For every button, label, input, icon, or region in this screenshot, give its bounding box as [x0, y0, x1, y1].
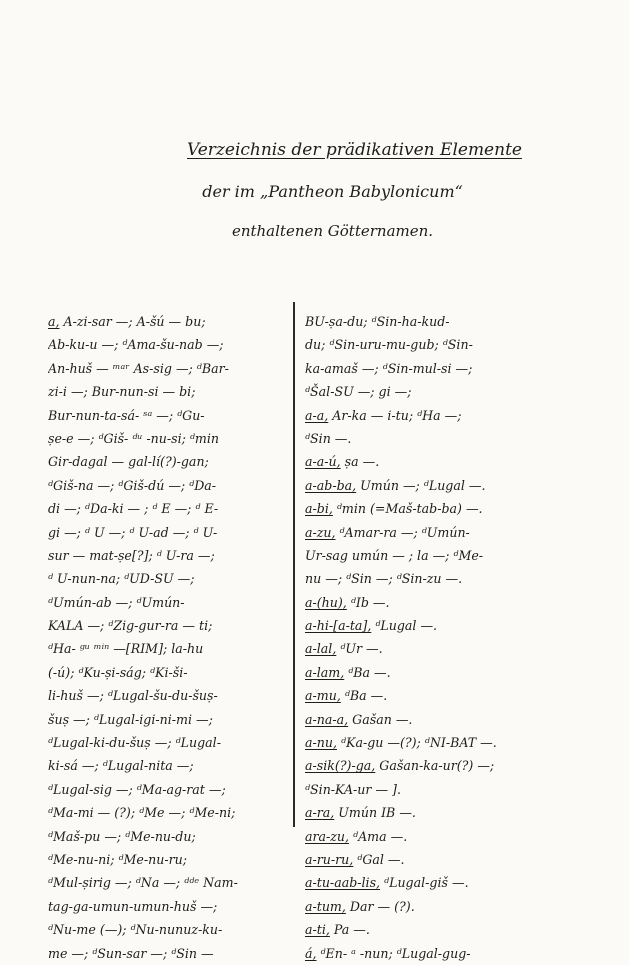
entry-line: [48, 450, 286, 473]
entry-label: a-a-ú,: [305, 454, 341, 470]
entry-text: sur — mat-ṣe[?]; ᵈ U-ra —;: [48, 547, 215, 563]
entry-text: Gir-dagal — gal-lí(?)-gan;: [48, 454, 209, 470]
entry-line: [305, 825, 625, 848]
entry-line: [305, 521, 625, 544]
entry-line: [48, 708, 286, 731]
entry-line: [48, 637, 286, 660]
entry-line: [305, 427, 625, 450]
entry-line: [48, 591, 286, 614]
entry-text: tag-ga-umun-umun-huš —;: [48, 898, 218, 914]
entry-text: Gašan-ka-ur(?) —;: [375, 758, 495, 774]
entry-text: ka-amaš —; ᵈSin-mul-si —;: [305, 360, 473, 376]
entry-label: a-sik(?)-ga,: [305, 758, 376, 774]
entry-line: [305, 871, 625, 894]
entry-line: [48, 404, 286, 427]
entry-line: [305, 614, 625, 637]
entry-line: [48, 731, 286, 754]
entry-line: [48, 848, 286, 871]
entry-label: ara-zu,: [305, 828, 350, 844]
entry-line: [305, 942, 625, 965]
entry-line: [48, 333, 286, 356]
entry-line: [305, 474, 625, 497]
entry-text: ᵈSin —.: [305, 430, 352, 446]
right-column: [305, 310, 625, 965]
entry-line: [48, 497, 286, 520]
entry-label: á,: [305, 945, 317, 961]
entry-text: Dar — (?).: [345, 898, 415, 914]
entry-text: ᵈGiš-na —; ᵈGiš-dú —; ᵈDa-: [48, 477, 217, 493]
document-title: Verzeichnis der prädikativen Elemente: [187, 140, 522, 160]
entry-line: [305, 497, 625, 520]
entry-line: [305, 848, 625, 871]
entry-line: [305, 404, 625, 427]
entry-text: Umún —; ᵈLugal —.: [356, 477, 486, 493]
entry-line: [48, 918, 286, 941]
entry-line: [305, 567, 625, 590]
entry-label: a-tum,: [305, 898, 346, 914]
entry-text: ᵈmin (=Maš-tab-ba) —.: [332, 501, 483, 517]
entry-line: [48, 567, 286, 590]
entry-label: a-tu-aab-lis,: [305, 875, 381, 891]
entry-text: ᵈMaš-pu —; ᵈMe-nu-du;: [48, 828, 196, 844]
entry-line: [48, 380, 286, 403]
entry-line: [305, 731, 625, 754]
entry-line: [48, 825, 286, 848]
entry-text: ᵈŠal-SU —; gi —;: [305, 384, 412, 400]
entry-text: du; ᵈSin-uru-mu-gub; ᵈSin-: [305, 337, 473, 353]
left-column: [48, 310, 286, 965]
entry-line: [48, 544, 286, 567]
entry-label: a-ab-ba,: [305, 477, 357, 493]
entry-text: li-huš —; ᵈLugal-šu-du-šuṣ-: [48, 688, 218, 704]
entry-text: gi —; ᵈ U —; ᵈ U-ad —; ᵈ U-: [48, 524, 218, 540]
entry-line: [305, 708, 625, 731]
entry-label: a-lal,: [305, 641, 337, 657]
entry-label: a-a,: [305, 407, 329, 423]
entry-line: [48, 474, 286, 497]
entry-text: ṣe-e —; ᵈGiš- ᵈᵘ -nu-si; ᵈmin: [48, 430, 219, 446]
entry-text: ᵈLugal —.: [371, 618, 438, 634]
entry-text: ᵈGal —.: [353, 851, 405, 867]
entry-text: ᵈ U-nun-na; ᵈUD-SU —;: [48, 571, 195, 587]
entry-line: [305, 918, 625, 941]
entry-label: a-bi,: [305, 501, 333, 517]
entry-line: [305, 310, 625, 333]
entry-line: [48, 754, 286, 777]
entry-text: šuṣ —; ᵈLugal-igi-ni-mi —;: [48, 711, 213, 727]
entry-text: Umún IB —.: [334, 805, 416, 821]
entry-line: [305, 801, 625, 824]
entry-line: [305, 544, 625, 567]
entry-text: ᵈBa —.: [344, 664, 391, 680]
entry-label: a,: [48, 314, 60, 329]
entry-label: a-mu,: [305, 688, 341, 704]
entry-text: ᵈKa-gu —(?); ᵈNI-BAT —.: [337, 735, 497, 751]
entry-line: [48, 895, 286, 918]
entry-line: [48, 614, 286, 637]
entry-line: [48, 871, 286, 894]
entry-line: [305, 357, 625, 380]
entry-text: A-zi-sar —; A-šú — bu;: [59, 314, 206, 329]
entry-line: [48, 427, 286, 450]
entry-line: [305, 661, 625, 684]
entry-line: [48, 521, 286, 544]
entry-label: a-ra,: [305, 805, 335, 821]
entry-text: ᵈMa-mi — (?); ᵈMe —; ᵈMe-ni;: [48, 805, 236, 821]
entry-line: [305, 778, 625, 801]
entry-line: [48, 357, 286, 380]
document-subtitle-line-3: enthaltenen Götternamen.: [231, 222, 434, 240]
entry-text: ᵈUmún-ab —; ᵈUmún-: [48, 594, 185, 610]
entry-text: ᵈAma —.: [349, 828, 408, 844]
entry-text: ᵈIb —.: [346, 594, 390, 610]
entry-text: An-huš — ᵐᵃʳ As-sig —; ᵈBar-: [48, 360, 229, 376]
entry-text: ᵈUr —.: [336, 641, 383, 657]
entry-label: a-na-a,: [305, 711, 349, 727]
entry-text: Ab-ku-u —; ᵈAma-šu-nab —;: [48, 337, 224, 353]
entry-line: [305, 591, 625, 614]
entry-text: me —; ᵈSun-sar —; ᵈSin —: [48, 945, 214, 961]
entry-text: di —; ᵈDa-ki — ; ᵈ E —; ᵈ E-: [48, 501, 219, 517]
entry-text: ᵈBa —.: [340, 688, 388, 704]
entry-text: Bur-nun-ta-sá- ˢᵃ —; ᵈGu-: [48, 407, 205, 423]
entry-label: a-(hu),: [305, 594, 347, 610]
column-divider: [293, 302, 295, 827]
entry-text: (-ú); ᵈKu-ṣi-ság; ᵈKi-ši-: [48, 664, 188, 680]
entry-text: ᵈEn- ᵃ -nun; ᵈLugal-gug-: [316, 945, 471, 961]
entry-text: ᵈMul-ṣirig —; ᵈNa —; ᵈᵈᵉ Nam-: [48, 875, 238, 891]
entry-text: Pa —.: [329, 922, 370, 938]
entry-line: [48, 684, 286, 707]
entry-text: ṣa —.: [340, 454, 380, 470]
entry-label: a-zu,: [305, 524, 336, 540]
entry-text: ᵈNu-me (—); ᵈNu-nunuz-ku-: [48, 922, 223, 938]
entry-text: zi-i —; Bur-nun-si — bi;: [48, 384, 196, 400]
entry-line: [305, 895, 625, 918]
entry-line: [305, 380, 625, 403]
entry-text: ᵈLugal-ki-du-šuṣ —; ᵈLugal-: [48, 735, 221, 751]
entry-line: [305, 684, 625, 707]
entry-line: [48, 942, 286, 965]
document-subtitle-line-2: der im „Pantheon Babylonicum“: [202, 182, 463, 201]
entry-text: Gašan —.: [348, 711, 413, 727]
entry-text: ki-sá —; ᵈLugal-nita —;: [48, 758, 194, 774]
entry-line: [48, 801, 286, 824]
entry-line: [48, 661, 286, 684]
entry-text: ᵈLugal-giš —.: [380, 875, 469, 891]
entry-label: a-nu,: [305, 735, 337, 751]
entry-line: [305, 754, 625, 777]
entry-line: [48, 778, 286, 801]
entry-text: ᵈLugal-sig —; ᵈMa-ag-rat —;: [48, 781, 226, 797]
entry-label: a-ti,: [305, 922, 330, 938]
entry-label: a-hi-[a-ta],: [305, 618, 372, 634]
entry-text: KALA —; ᵈZig-gur-ra — ti;: [48, 618, 213, 634]
entry-text: nu —; ᵈSin —; ᵈSin-zu —.: [305, 571, 463, 587]
entry-text: ᵈHa- ᵍᵘ ᵐⁱⁿ —[RIM]; la-hu: [48, 641, 204, 657]
entry-text: BU-ṣa-du; ᵈSin-ha-kud-: [305, 314, 450, 329]
entry-line: [305, 450, 625, 473]
entry-line: [305, 333, 625, 356]
entry-text: ᵈAmar-ra —; ᵈUmún-: [335, 524, 470, 540]
entry-text: Ur-sag umún — ; la —; ᵈMe-: [305, 547, 484, 563]
entry-text: ᵈMe-nu-ni; ᵈMe-nu-ru;: [48, 851, 187, 867]
entry-label: a-lam,: [305, 664, 345, 680]
entry-text: Ar-ka — i-tu; ᵈHa —;: [328, 407, 462, 423]
entry-text: ᵈSin-KA-ur — ].: [305, 781, 401, 797]
entry-label: a-ru-ru,: [305, 851, 354, 867]
entry-line: [48, 310, 286, 333]
entry-line: [305, 637, 625, 660]
